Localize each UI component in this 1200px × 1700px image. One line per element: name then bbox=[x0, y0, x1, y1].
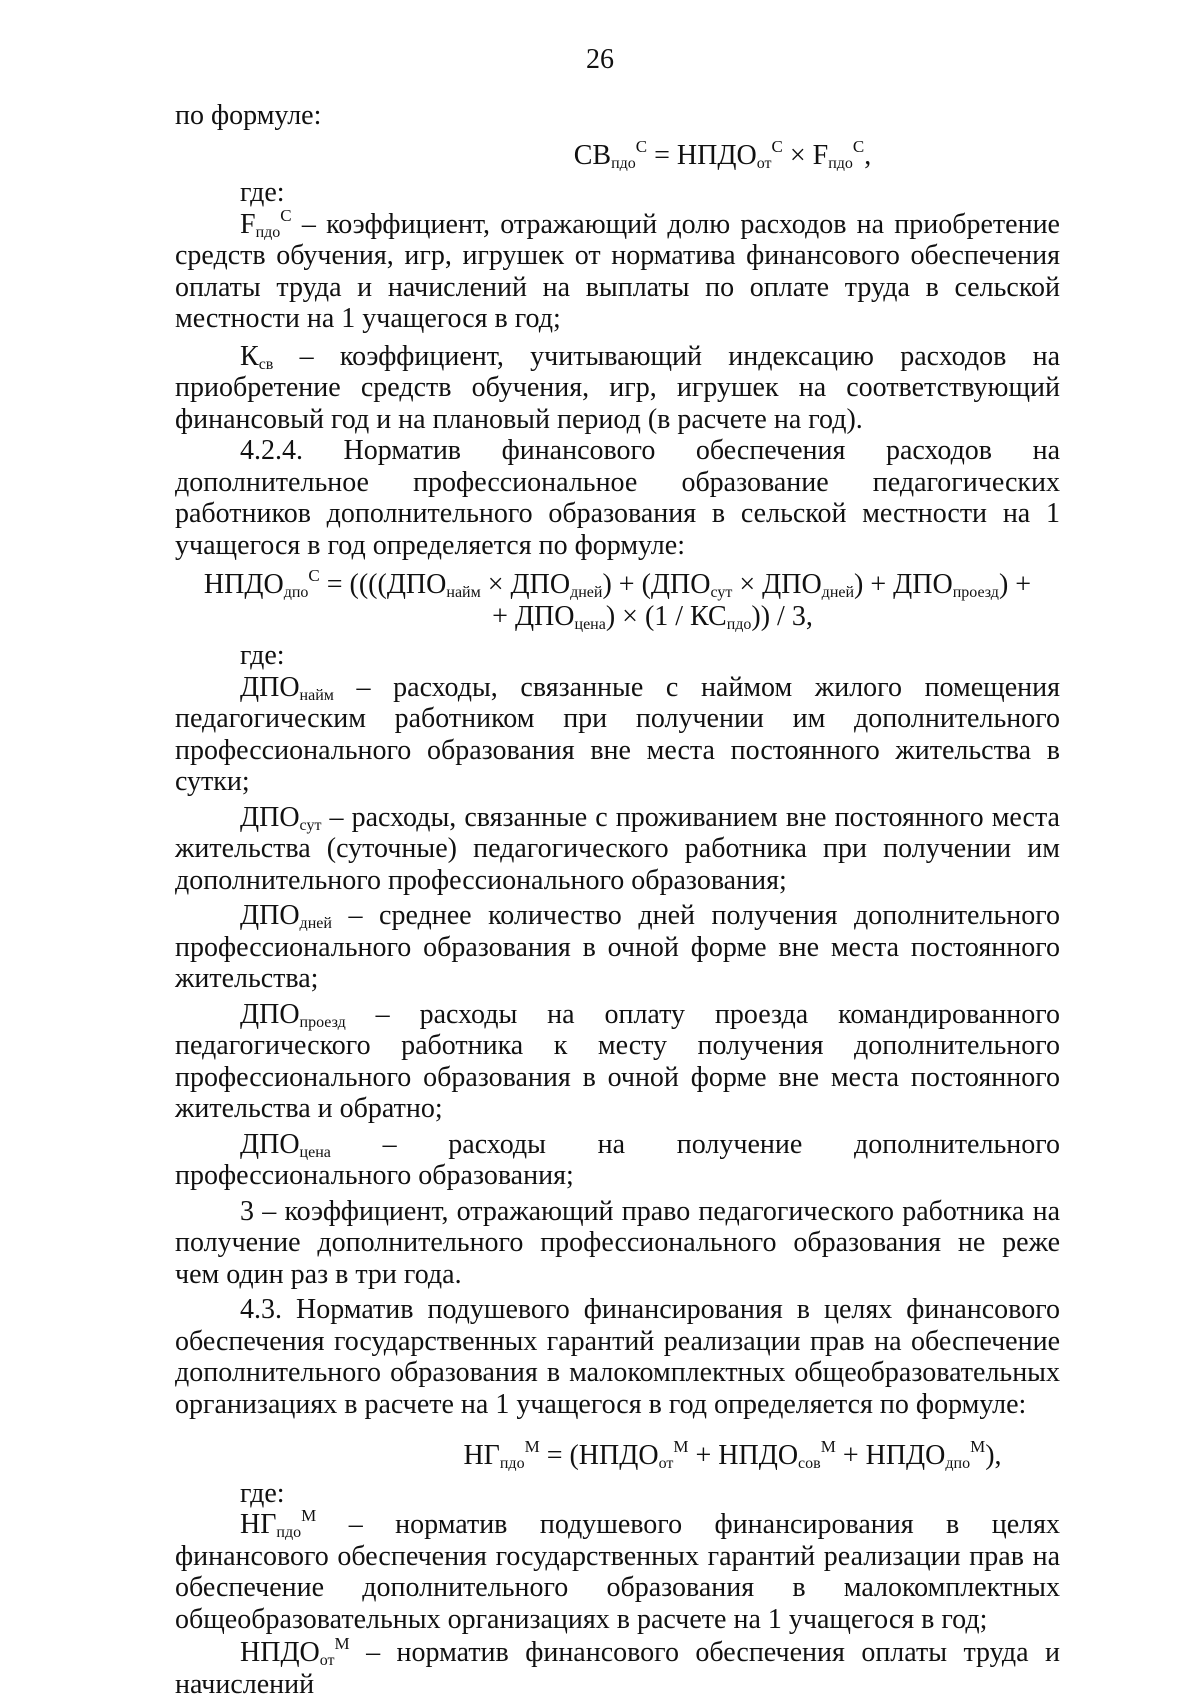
where-label-3: где: bbox=[240, 1477, 285, 1509]
page-content bbox=[175, 100, 1060, 1700]
formula-ng-pdo: $НГ_{пдо}^М$ = ($НПДО_{от}^М$ + $НПДО_{сов}^М$ + $НПДО_{дпо}^М$), bbox=[463, 1437, 1002, 1472]
page-number: 26 bbox=[586, 44, 614, 75]
definition-npdo-ot: $НПДО_{от}^М$ – норматив финансового обеспечения оплаты труда и начислений bbox=[175, 1634, 1060, 1700]
formula-sv: $СВ_{пдо}^С$ = $НПДО_{от}^С \times F_{пдо}^С$, bbox=[573, 136, 872, 172]
definition-dpo-cena: $ДПО_{цена}$ – расходы на получение дополнительного профессионального образования; bbox=[175, 1128, 1060, 1191]
definition-coefficient-3: 3 – коэффициент, отражающий право педагогического работника на получение дополнительного профессионального образования не реже чем один раз в три года. bbox=[175, 1195, 1060, 1290]
definition-dpo-sut: $ДПО_{сут}$ – расходы, связанные с проживанием вне постоянного места жительства (суточные) педагогического работника при получении им дополнительного профессионального образования; bbox=[175, 801, 1060, 896]
definition-dpo-naim: $ДПО_{найм}$ – расходы, связанные с наймом жилого помещения педагогическим работником при получении им дополнительного профессионального образования вне места постоянного жительства в сутки; bbox=[175, 671, 1060, 797]
where-label-2: где: bbox=[240, 640, 285, 671]
definition-dpo-dnei: $ДПО_{дней}$ – среднее количество дней получения дополнительного профессионального образования в очной форме вне места постоянного жительства; bbox=[175, 900, 1060, 994]
definition-k-sv: $К_{св}$ – коэффициент, учитывающий индексацию расходов на приобретение средств обучения, игр, игрушек на соответствующий финансовый год и на плановый период (в расчете на год). bbox=[175, 340, 1060, 435]
definition-dpo-proezd: $ДПО_{проезд}$ – расходы на оплату проезда командированного педагогического работника к месту получения дополнительного профессионального образования в очной форме вне места постоянного жительства и обратно; bbox=[175, 998, 1060, 1124]
paragraph-4-3: 4.3. Норматив подушевого финансирования в целях финансового обеспечения государственных гарантий реализации прав на обеспечение дополнительного образования в малокомплектных общеобразовательных организациях в расчете на 1 учащегося в год определяется по формуле: bbox=[175, 1294, 1060, 1420]
paragraph-4-2-4: 4.2.4. Норматив финансового обеспечения расходов на дополнительное профессиональное образование педагогических работников дополнительного образования в сельской местности на 1 учащегося в год определяется по формуле: bbox=[175, 435, 1060, 561]
formula-npdo-dpo: $НПДО_{дпо}^С = ((((ДПО_{найм} \times ДПО_{дней}) + (ДПО_{сут} \times ДПО_{дней}) + ДПО_{проезд})$ + + $ДПО_{цена}) \times (1 / КС_{пдо})) / 3$, bbox=[203, 566, 1032, 633]
definition-ng-pdo: $НГ_{пдо}^М$ – норматив подушевого финансирования в целях финансового обеспечения государственных гарантий реализации прав на обеспечение дополнительного образования в малокомплектных общеобразовательных организациях в расчете на 1 учащегося в год; bbox=[175, 1506, 1060, 1635]
intro-text: по формуле: bbox=[175, 100, 322, 131]
where-label: где: bbox=[240, 177, 285, 208]
definition-f-pdo: $F_{пдо}^С$ – коэффициент, отражающий долю расходов на приобретение средств обучения, игр, игрушек от норматива финансового обеспечения оплаты труда и начислений на выплаты по оплате труда в сельской местности на 1 учащегося в год; bbox=[175, 205, 1060, 334]
